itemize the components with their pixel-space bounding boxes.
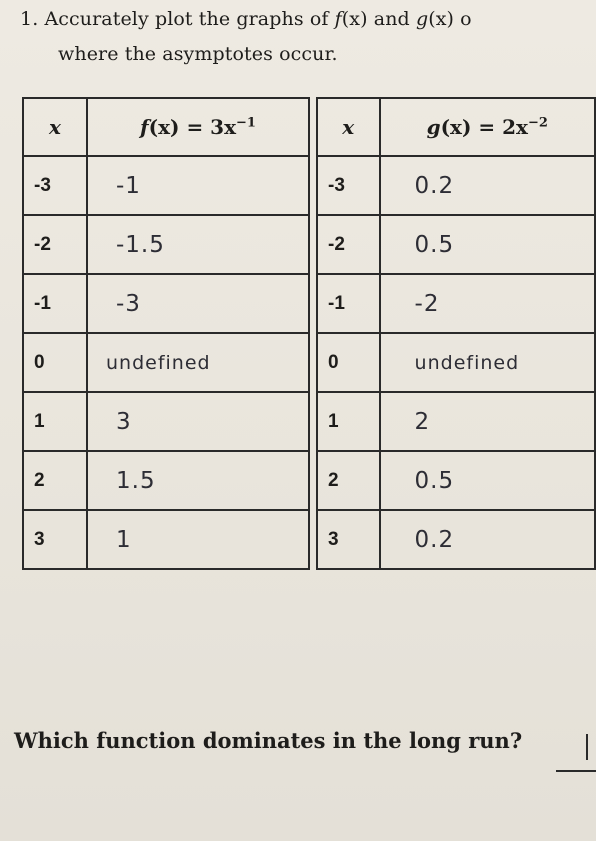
f-x-cell: 0 bbox=[23, 333, 87, 392]
f-table-header-row bbox=[23, 98, 309, 156]
g-y-cell: undefined bbox=[380, 333, 595, 392]
f-x-cell: -3 bbox=[23, 156, 87, 215]
g-x-cell: 1 bbox=[317, 392, 380, 451]
question-line-1 bbox=[20, 8, 472, 30]
g-x-cell: -1 bbox=[317, 274, 380, 333]
g-table-header-x: x bbox=[317, 98, 380, 156]
g-header-rhs: = 2x bbox=[471, 115, 528, 139]
g-header-fn: g bbox=[426, 115, 441, 139]
table-row bbox=[23, 510, 309, 569]
question-text-end: o bbox=[454, 8, 472, 30]
question-f-arg: (x) bbox=[341, 8, 368, 30]
g-value-table bbox=[316, 97, 596, 570]
g-x-cell: -3 bbox=[317, 156, 380, 215]
f-y-cell: 1 bbox=[87, 510, 309, 569]
f-y-cell: -3 bbox=[87, 274, 309, 333]
table-row bbox=[23, 156, 309, 215]
f-x-cell: -2 bbox=[23, 215, 87, 274]
table-row bbox=[23, 333, 309, 392]
table-row bbox=[23, 392, 309, 451]
g-header-arg: (x) bbox=[440, 115, 472, 139]
g-x-cell: -2 bbox=[317, 215, 380, 274]
answer-pencil-mark bbox=[586, 734, 588, 760]
table-row bbox=[317, 392, 595, 451]
f-value-table bbox=[22, 97, 310, 570]
table-row bbox=[317, 510, 595, 569]
table-row bbox=[317, 451, 595, 510]
g-table-header-row bbox=[317, 98, 595, 156]
f-x-cell: 3 bbox=[23, 510, 87, 569]
g-x-cell: 0 bbox=[317, 333, 380, 392]
g-x-cell: 2 bbox=[317, 451, 380, 510]
table-row bbox=[23, 274, 309, 333]
f-y-cell: 3 bbox=[87, 392, 309, 451]
f-table-header-function bbox=[87, 98, 309, 156]
table-row bbox=[317, 215, 595, 274]
g-y-cell: 2 bbox=[380, 392, 595, 451]
f-y-cell: -1.5 bbox=[87, 215, 309, 274]
g-header-exponent: −2 bbox=[527, 115, 548, 131]
f-header-arg: (x) bbox=[148, 115, 180, 139]
f-x-cell: 2 bbox=[23, 451, 87, 510]
g-y-cell: 0.5 bbox=[380, 215, 595, 274]
question-text-start: 1. Accurately plot the graphs of bbox=[20, 8, 335, 30]
g-y-cell: -2 bbox=[380, 274, 595, 333]
question-f-symbol: f bbox=[334, 8, 342, 30]
f-y-cell: -1 bbox=[87, 156, 309, 215]
f-table-header-x: x bbox=[23, 98, 87, 156]
question-line-2: where the asymptotes occur. bbox=[58, 43, 338, 65]
question-g-symbol: g bbox=[415, 8, 429, 30]
table-row bbox=[317, 333, 595, 392]
g-y-cell: 0.2 bbox=[380, 510, 595, 569]
f-x-cell: -1 bbox=[23, 274, 87, 333]
f-y-cell: undefined bbox=[87, 333, 309, 392]
table-row bbox=[317, 274, 595, 333]
f-y-cell: 1.5 bbox=[87, 451, 309, 510]
dominance-question: Which function dominates in the long run? bbox=[14, 728, 523, 753]
table-row bbox=[23, 215, 309, 274]
question-text-mid: and bbox=[367, 8, 416, 30]
g-y-cell: 0.5 bbox=[380, 451, 595, 510]
g-x-cell: 3 bbox=[317, 510, 380, 569]
g-table-header-function bbox=[380, 98, 595, 156]
answer-blank[interactable] bbox=[556, 770, 596, 772]
question-g-arg: (x) bbox=[428, 8, 455, 30]
g-y-cell: 0.2 bbox=[380, 156, 595, 215]
f-x-cell: 1 bbox=[23, 392, 87, 451]
table-row bbox=[23, 451, 309, 510]
f-header-exponent: −1 bbox=[236, 115, 256, 131]
table-row bbox=[317, 156, 595, 215]
f-header-rhs: = 3x bbox=[179, 115, 237, 139]
f-header-fn: f bbox=[140, 115, 149, 139]
